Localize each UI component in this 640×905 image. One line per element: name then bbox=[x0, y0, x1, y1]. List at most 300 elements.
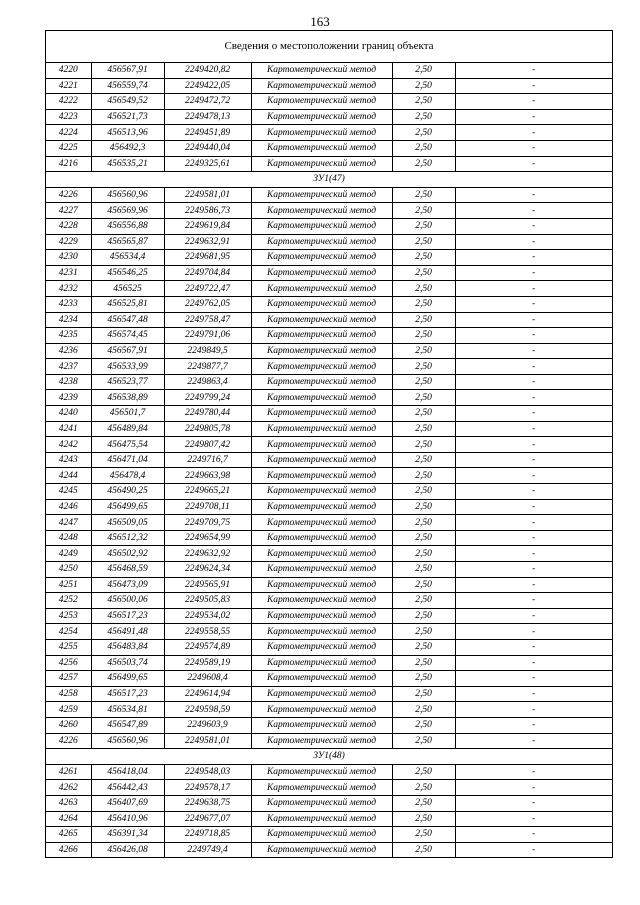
point-number-cell: 4264 bbox=[46, 811, 91, 827]
accuracy-cell: 2,50 bbox=[392, 530, 455, 546]
point-number-cell: 4259 bbox=[46, 702, 91, 718]
y-coordinate-cell: 2249762,05 bbox=[164, 296, 251, 312]
method-cell: Картометрический метод bbox=[251, 671, 392, 687]
y-coordinate-cell: 2249704,84 bbox=[164, 265, 251, 281]
accuracy-cell: 2,50 bbox=[392, 296, 455, 312]
method-cell: Картометрический метод bbox=[251, 827, 392, 843]
method-cell: Картометрический метод bbox=[251, 624, 392, 640]
accuracy-cell: 2,50 bbox=[392, 562, 455, 578]
x-coordinate-cell: 456442,43 bbox=[91, 780, 164, 796]
note-cell: - bbox=[455, 265, 612, 281]
method-cell: Картометрический метод bbox=[251, 499, 392, 515]
method-cell: Картометрический метод bbox=[251, 78, 392, 94]
y-coordinate-cell: 2249608,4 bbox=[164, 671, 251, 687]
accuracy-cell: 2,50 bbox=[392, 156, 455, 172]
method-cell: Картометрический метод bbox=[251, 187, 392, 203]
point-number-cell: 4255 bbox=[46, 639, 91, 655]
table-row bbox=[46, 203, 612, 219]
method-cell: Картометрический метод bbox=[251, 390, 392, 406]
note-cell: - bbox=[455, 374, 612, 390]
y-coordinate-cell: 2249598,59 bbox=[164, 702, 251, 718]
table-row bbox=[46, 78, 612, 94]
x-coordinate-cell: 456525 bbox=[91, 281, 164, 297]
x-coordinate-cell: 456546,25 bbox=[91, 265, 164, 281]
accuracy-cell: 2,50 bbox=[392, 109, 455, 125]
point-number-cell: 4246 bbox=[46, 499, 91, 515]
accuracy-cell: 2,50 bbox=[392, 686, 455, 702]
point-number-cell: 4243 bbox=[46, 452, 91, 468]
note-cell: - bbox=[455, 655, 612, 671]
y-coordinate-cell: 2249654,99 bbox=[164, 530, 251, 546]
point-number-cell: 4226 bbox=[46, 187, 91, 203]
y-coordinate-cell: 2249558,55 bbox=[164, 624, 251, 640]
y-coordinate-cell: 2249718,85 bbox=[164, 827, 251, 843]
note-cell: - bbox=[455, 218, 612, 234]
x-coordinate-cell: 456567,91 bbox=[91, 63, 164, 78]
accuracy-cell: 2,50 bbox=[392, 546, 455, 562]
table-row bbox=[46, 608, 612, 624]
point-number-cell: 4235 bbox=[46, 328, 91, 344]
note-cell: - bbox=[455, 343, 612, 359]
method-cell: Картометрический метод bbox=[251, 717, 392, 733]
x-coordinate-cell: 456574,45 bbox=[91, 328, 164, 344]
table-row bbox=[46, 156, 612, 172]
note-cell: - bbox=[455, 156, 612, 172]
boundary-table-frame bbox=[45, 30, 613, 858]
method-cell: Картометрический метод bbox=[251, 63, 392, 78]
note-cell: - bbox=[455, 593, 612, 609]
table-row bbox=[46, 499, 612, 515]
point-number-cell: 4229 bbox=[46, 234, 91, 250]
table-row bbox=[46, 468, 612, 484]
point-number-cell: 4233 bbox=[46, 296, 91, 312]
x-coordinate-cell: 456500,06 bbox=[91, 593, 164, 609]
y-coordinate-cell: 2249581,01 bbox=[164, 733, 251, 749]
table-row bbox=[46, 452, 612, 468]
point-number-cell: 4261 bbox=[46, 764, 91, 780]
table-row bbox=[46, 639, 612, 655]
point-number-cell: 4227 bbox=[46, 203, 91, 219]
accuracy-cell: 2,50 bbox=[392, 717, 455, 733]
y-coordinate-cell: 2249663,98 bbox=[164, 468, 251, 484]
method-cell: Картометрический метод bbox=[251, 281, 392, 297]
note-cell: - bbox=[455, 250, 612, 266]
note-cell: - bbox=[455, 125, 612, 141]
x-coordinate-cell: 456549,52 bbox=[91, 94, 164, 110]
x-coordinate-cell: 456569,96 bbox=[91, 203, 164, 219]
accuracy-cell: 2,50 bbox=[392, 499, 455, 515]
table-row bbox=[46, 827, 612, 843]
method-cell: Картометрический метод bbox=[251, 577, 392, 593]
point-number-cell: 4254 bbox=[46, 624, 91, 640]
method-cell: Картометрический метод bbox=[251, 265, 392, 281]
x-coordinate-cell: 456473,09 bbox=[91, 577, 164, 593]
accuracy-cell: 2,50 bbox=[392, 421, 455, 437]
table-row bbox=[46, 811, 612, 827]
x-coordinate-cell: 456503,74 bbox=[91, 655, 164, 671]
method-cell: Картометрический метод bbox=[251, 437, 392, 453]
x-coordinate-cell: 456513,96 bbox=[91, 125, 164, 141]
point-number-cell: 4226 bbox=[46, 733, 91, 749]
method-cell: Картометрический метод bbox=[251, 328, 392, 344]
point-number-cell: 4240 bbox=[46, 406, 91, 422]
y-coordinate-cell: 2249565,91 bbox=[164, 577, 251, 593]
x-coordinate-cell: 456533,99 bbox=[91, 359, 164, 375]
table-row bbox=[46, 281, 612, 297]
note-cell: - bbox=[455, 686, 612, 702]
y-coordinate-cell: 2249849,5 bbox=[164, 343, 251, 359]
note-cell: - bbox=[455, 78, 612, 94]
table-row bbox=[46, 593, 612, 609]
section-row bbox=[46, 172, 612, 188]
accuracy-cell: 2,50 bbox=[392, 390, 455, 406]
note-cell: - bbox=[455, 359, 612, 375]
note-cell: - bbox=[455, 187, 612, 203]
method-cell: Картометрический метод bbox=[251, 312, 392, 328]
method-cell: Картометрический метод bbox=[251, 780, 392, 796]
x-coordinate-cell: 456499,65 bbox=[91, 499, 164, 515]
y-coordinate-cell: 2249586,73 bbox=[164, 203, 251, 219]
point-number-cell: 4230 bbox=[46, 250, 91, 266]
x-coordinate-cell: 456490,25 bbox=[91, 484, 164, 500]
y-coordinate-cell: 2249472,72 bbox=[164, 94, 251, 110]
table-row bbox=[46, 484, 612, 500]
note-cell: - bbox=[455, 639, 612, 655]
table-row bbox=[46, 140, 612, 156]
point-number-cell: 4258 bbox=[46, 686, 91, 702]
x-coordinate-cell: 456478,4 bbox=[91, 468, 164, 484]
point-number-cell: 4231 bbox=[46, 265, 91, 281]
y-coordinate-cell: 2249581,01 bbox=[164, 187, 251, 203]
method-cell: Картометрический метод bbox=[251, 733, 392, 749]
accuracy-cell: 2,50 bbox=[392, 577, 455, 593]
note-cell: - bbox=[455, 109, 612, 125]
y-coordinate-cell: 2249632,92 bbox=[164, 546, 251, 562]
point-number-cell: 4221 bbox=[46, 78, 91, 94]
note-cell: - bbox=[455, 312, 612, 328]
y-coordinate-cell: 2249422,05 bbox=[164, 78, 251, 94]
method-cell: Картометрический метод bbox=[251, 795, 392, 811]
note-cell: - bbox=[455, 234, 612, 250]
x-coordinate-cell: 456525,81 bbox=[91, 296, 164, 312]
y-coordinate-cell: 2249478,13 bbox=[164, 109, 251, 125]
note-cell: - bbox=[455, 437, 612, 453]
point-number-cell: 4224 bbox=[46, 125, 91, 141]
accuracy-cell: 2,50 bbox=[392, 795, 455, 811]
x-coordinate-cell: 456512,32 bbox=[91, 530, 164, 546]
table-row bbox=[46, 343, 612, 359]
x-coordinate-cell: 456410,96 bbox=[91, 811, 164, 827]
point-number-cell: 4220 bbox=[46, 63, 91, 78]
page-number: 163 bbox=[310, 14, 330, 29]
table-row bbox=[46, 624, 612, 640]
point-number-cell: 4232 bbox=[46, 281, 91, 297]
table-row bbox=[46, 686, 612, 702]
accuracy-cell: 2,50 bbox=[392, 811, 455, 827]
accuracy-cell: 2,50 bbox=[392, 343, 455, 359]
method-cell: Картометрический метод bbox=[251, 702, 392, 718]
accuracy-cell: 2,50 bbox=[392, 452, 455, 468]
accuracy-cell: 2,50 bbox=[392, 593, 455, 609]
y-coordinate-cell: 2249708,11 bbox=[164, 499, 251, 515]
y-coordinate-cell: 2249863,4 bbox=[164, 374, 251, 390]
section-label: ЗУ1(48) bbox=[46, 749, 612, 765]
method-cell: Картометрический метод bbox=[251, 343, 392, 359]
table-row bbox=[46, 702, 612, 718]
point-number-cell: 4251 bbox=[46, 577, 91, 593]
table-row bbox=[46, 671, 612, 687]
accuracy-cell: 2,50 bbox=[392, 218, 455, 234]
point-number-cell: 4262 bbox=[46, 780, 91, 796]
table-row bbox=[46, 109, 612, 125]
point-number-cell: 4244 bbox=[46, 468, 91, 484]
point-number-cell: 4238 bbox=[46, 374, 91, 390]
x-coordinate-cell: 456471,04 bbox=[91, 452, 164, 468]
method-cell: Картометрический метод bbox=[251, 109, 392, 125]
coordinates-table bbox=[46, 63, 612, 858]
table-row bbox=[46, 250, 612, 266]
y-coordinate-cell: 2249805,78 bbox=[164, 421, 251, 437]
method-cell: Картометрический метод bbox=[251, 686, 392, 702]
accuracy-cell: 2,50 bbox=[392, 374, 455, 390]
x-coordinate-cell: 456517,23 bbox=[91, 608, 164, 624]
point-number-cell: 4249 bbox=[46, 546, 91, 562]
note-cell: - bbox=[455, 452, 612, 468]
accuracy-cell: 2,50 bbox=[392, 406, 455, 422]
point-number-cell: 4266 bbox=[46, 842, 91, 858]
point-number-cell: 4237 bbox=[46, 359, 91, 375]
table-title: Сведения о местоположении границ объекта bbox=[46, 31, 612, 63]
table-row bbox=[46, 390, 612, 406]
point-number-cell: 4265 bbox=[46, 827, 91, 843]
note-cell: - bbox=[455, 733, 612, 749]
note-cell: - bbox=[455, 203, 612, 219]
note-cell: - bbox=[455, 515, 612, 531]
method-cell: Картометрический метод bbox=[251, 94, 392, 110]
point-number-cell: 4216 bbox=[46, 156, 91, 172]
accuracy-cell: 2,50 bbox=[392, 312, 455, 328]
x-coordinate-cell: 456489,84 bbox=[91, 421, 164, 437]
note-cell: - bbox=[455, 468, 612, 484]
accuracy-cell: 2,50 bbox=[392, 764, 455, 780]
x-coordinate-cell: 456491,48 bbox=[91, 624, 164, 640]
table-row bbox=[46, 421, 612, 437]
x-coordinate-cell: 456559,74 bbox=[91, 78, 164, 94]
y-coordinate-cell: 2249632,91 bbox=[164, 234, 251, 250]
table-row bbox=[46, 94, 612, 110]
x-coordinate-cell: 456534,81 bbox=[91, 702, 164, 718]
accuracy-cell: 2,50 bbox=[392, 780, 455, 796]
y-coordinate-cell: 2249619,84 bbox=[164, 218, 251, 234]
y-coordinate-cell: 2249420,82 bbox=[164, 63, 251, 78]
point-number-cell: 4252 bbox=[46, 593, 91, 609]
x-coordinate-cell: 456560,96 bbox=[91, 187, 164, 203]
point-number-cell: 4260 bbox=[46, 717, 91, 733]
method-cell: Картометрический метод bbox=[251, 655, 392, 671]
method-cell: Картометрический метод bbox=[251, 562, 392, 578]
table-row bbox=[46, 296, 612, 312]
y-coordinate-cell: 2249665,21 bbox=[164, 484, 251, 500]
accuracy-cell: 2,50 bbox=[392, 515, 455, 531]
table-row bbox=[46, 515, 612, 531]
note-cell: - bbox=[455, 94, 612, 110]
x-coordinate-cell: 456499,65 bbox=[91, 671, 164, 687]
note-cell: - bbox=[455, 421, 612, 437]
y-coordinate-cell: 2249807,42 bbox=[164, 437, 251, 453]
table-row bbox=[46, 437, 612, 453]
note-cell: - bbox=[455, 717, 612, 733]
note-cell: - bbox=[455, 140, 612, 156]
note-cell: - bbox=[455, 499, 612, 515]
x-coordinate-cell: 456523,77 bbox=[91, 374, 164, 390]
method-cell: Картометрический метод bbox=[251, 296, 392, 312]
method-cell: Картометрический метод bbox=[251, 359, 392, 375]
note-cell: - bbox=[455, 671, 612, 687]
note-cell: - bbox=[455, 484, 612, 500]
point-number-cell: 4234 bbox=[46, 312, 91, 328]
x-coordinate-cell: 456538,89 bbox=[91, 390, 164, 406]
y-coordinate-cell: 2249780,44 bbox=[164, 406, 251, 422]
x-coordinate-cell: 456534,4 bbox=[91, 250, 164, 266]
accuracy-cell: 2,50 bbox=[392, 250, 455, 266]
y-coordinate-cell: 2249505,83 bbox=[164, 593, 251, 609]
method-cell: Картометрический метод bbox=[251, 250, 392, 266]
note-cell: - bbox=[455, 827, 612, 843]
y-coordinate-cell: 2249791,06 bbox=[164, 328, 251, 344]
x-coordinate-cell: 456407,69 bbox=[91, 795, 164, 811]
x-coordinate-cell: 456483,84 bbox=[91, 639, 164, 655]
x-coordinate-cell: 456475,54 bbox=[91, 437, 164, 453]
accuracy-cell: 2,50 bbox=[392, 702, 455, 718]
point-number-cell: 4222 bbox=[46, 94, 91, 110]
point-number-cell: 4248 bbox=[46, 530, 91, 546]
x-coordinate-cell: 456556,88 bbox=[91, 218, 164, 234]
point-number-cell: 4228 bbox=[46, 218, 91, 234]
method-cell: Картометрический метод bbox=[251, 374, 392, 390]
note-cell: - bbox=[455, 624, 612, 640]
note-cell: - bbox=[455, 577, 612, 593]
note-cell: - bbox=[455, 842, 612, 858]
x-coordinate-cell: 456492,3 bbox=[91, 140, 164, 156]
note-cell: - bbox=[455, 780, 612, 796]
table-row bbox=[46, 546, 612, 562]
point-number-cell: 4263 bbox=[46, 795, 91, 811]
method-cell: Картометрический метод bbox=[251, 468, 392, 484]
accuracy-cell: 2,50 bbox=[392, 63, 455, 78]
x-coordinate-cell: 456517,23 bbox=[91, 686, 164, 702]
y-coordinate-cell: 2249534,02 bbox=[164, 608, 251, 624]
y-coordinate-cell: 2249603,9 bbox=[164, 717, 251, 733]
x-coordinate-cell: 456547,89 bbox=[91, 717, 164, 733]
section-label: ЗУ1(47) bbox=[46, 172, 612, 188]
table-row bbox=[46, 234, 612, 250]
note-cell: - bbox=[455, 702, 612, 718]
table-row bbox=[46, 187, 612, 203]
y-coordinate-cell: 2249578,17 bbox=[164, 780, 251, 796]
x-coordinate-cell: 456502,92 bbox=[91, 546, 164, 562]
table-row bbox=[46, 125, 612, 141]
point-number-cell: 4236 bbox=[46, 343, 91, 359]
note-cell: - bbox=[455, 296, 612, 312]
note-cell: - bbox=[455, 530, 612, 546]
table-row bbox=[46, 218, 612, 234]
table-row bbox=[46, 374, 612, 390]
accuracy-cell: 2,50 bbox=[392, 203, 455, 219]
x-coordinate-cell: 456560,96 bbox=[91, 733, 164, 749]
x-coordinate-cell: 456391,34 bbox=[91, 827, 164, 843]
note-cell: - bbox=[455, 63, 612, 78]
y-coordinate-cell: 2249877,7 bbox=[164, 359, 251, 375]
y-coordinate-cell: 2249624,34 bbox=[164, 562, 251, 578]
point-number-cell: 4241 bbox=[46, 421, 91, 437]
table-row bbox=[46, 562, 612, 578]
y-coordinate-cell: 2249716,7 bbox=[164, 452, 251, 468]
x-coordinate-cell: 456535,21 bbox=[91, 156, 164, 172]
accuracy-cell: 2,50 bbox=[392, 639, 455, 655]
accuracy-cell: 2,50 bbox=[392, 140, 455, 156]
accuracy-cell: 2,50 bbox=[392, 281, 455, 297]
point-number-cell: 4247 bbox=[46, 515, 91, 531]
y-coordinate-cell: 2249614,94 bbox=[164, 686, 251, 702]
accuracy-cell: 2,50 bbox=[392, 671, 455, 687]
method-cell: Картометрический метод bbox=[251, 764, 392, 780]
note-cell: - bbox=[455, 406, 612, 422]
accuracy-cell: 2,50 bbox=[392, 265, 455, 281]
note-cell: - bbox=[455, 608, 612, 624]
method-cell: Картометрический метод bbox=[251, 639, 392, 655]
table-row bbox=[46, 359, 612, 375]
table-row bbox=[46, 764, 612, 780]
point-number-cell: 4253 bbox=[46, 608, 91, 624]
x-coordinate-cell: 456567,91 bbox=[91, 343, 164, 359]
table-row bbox=[46, 717, 612, 733]
x-coordinate-cell: 456501,7 bbox=[91, 406, 164, 422]
method-cell: Картометрический метод bbox=[251, 546, 392, 562]
table-row bbox=[46, 328, 612, 344]
point-number-cell: 4257 bbox=[46, 671, 91, 687]
x-coordinate-cell: 456468,59 bbox=[91, 562, 164, 578]
y-coordinate-cell: 2249681,95 bbox=[164, 250, 251, 266]
x-coordinate-cell: 456418,04 bbox=[91, 764, 164, 780]
method-cell: Картометрический метод bbox=[251, 218, 392, 234]
y-coordinate-cell: 2249709,75 bbox=[164, 515, 251, 531]
method-cell: Картометрический метод bbox=[251, 608, 392, 624]
method-cell: Картометрический метод bbox=[251, 203, 392, 219]
accuracy-cell: 2,50 bbox=[392, 78, 455, 94]
note-cell: - bbox=[455, 795, 612, 811]
x-coordinate-cell: 456426,08 bbox=[91, 842, 164, 858]
point-number-cell: 4245 bbox=[46, 484, 91, 500]
table-row bbox=[46, 312, 612, 328]
point-number-cell: 4223 bbox=[46, 109, 91, 125]
table-row bbox=[46, 530, 612, 546]
x-coordinate-cell: 456565,87 bbox=[91, 234, 164, 250]
accuracy-cell: 2,50 bbox=[392, 328, 455, 344]
point-number-cell: 4256 bbox=[46, 655, 91, 671]
method-cell: Картометрический метод bbox=[251, 593, 392, 609]
y-coordinate-cell: 2249722,47 bbox=[164, 281, 251, 297]
x-coordinate-cell: 456521,73 bbox=[91, 109, 164, 125]
note-cell: - bbox=[455, 328, 612, 344]
method-cell: Картометрический метод bbox=[251, 156, 392, 172]
method-cell: Картометрический метод bbox=[251, 842, 392, 858]
y-coordinate-cell: 2249799,24 bbox=[164, 390, 251, 406]
section-row bbox=[46, 749, 612, 765]
y-coordinate-cell: 2249758,47 bbox=[164, 312, 251, 328]
point-number-cell: 4225 bbox=[46, 140, 91, 156]
table-row bbox=[46, 842, 612, 858]
method-cell: Картометрический метод bbox=[251, 515, 392, 531]
